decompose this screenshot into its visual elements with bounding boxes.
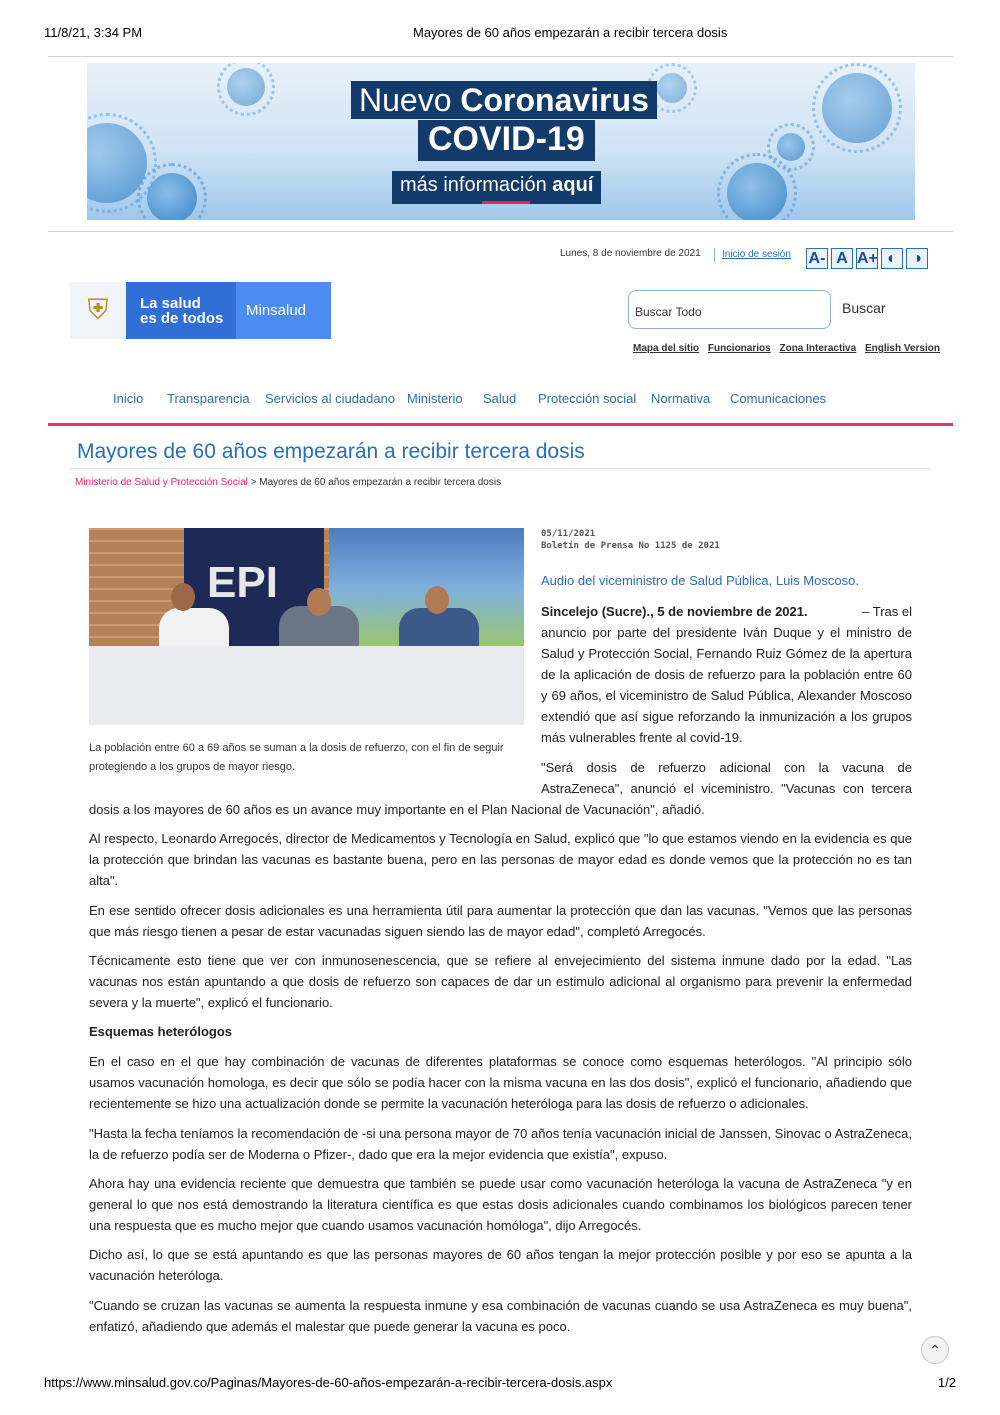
print-header: [44, 25, 956, 43]
virus-illustration: [822, 73, 892, 143]
banner-word-bold: Coronavirus: [460, 82, 649, 118]
article-paragraph: Dicho así, lo que se está apuntando es que las personas mayores de 60 años tengan la mejor protección posible y por eso se apunta a la vacunación heteróloga.: [89, 1247, 912, 1283]
font-increase-button[interactable]: A+: [857, 250, 878, 267]
article-photo: [89, 528, 524, 725]
sitemap-link[interactable]: Mapa del sitio: [633, 343, 700, 354]
quote-paragraph: [541, 757, 912, 799]
article-paragraph: Al respecto, Leonardo Arregocés, director de Medicamentos y Tecnología en Salud, explicó que "lo que estamos viendo en la evidencia es que la protección que brindan las vacunas es bastante buena, pero en las personas de mayor edad es donde vemos que la protección no es tan alta".: [89, 831, 912, 888]
interactive-zone-link[interactable]: Zona Interactiva: [779, 343, 857, 354]
person-head: [425, 586, 449, 614]
article-date: 05/11/2021: [541, 529, 596, 539]
divider: [48, 231, 953, 232]
virus-illustration: [727, 163, 787, 220]
font-decrease-button[interactable]: A-: [806, 248, 828, 269]
staff-link[interactable]: Funcionarios: [707, 343, 771, 354]
article-paragraph: Técnicamente esto tiene que ver con inmunosenescencia, que se refiere al envejecimiento del sistema inmune dado por la edad. "Las vacunas nos están apuntando a que dosis de refuerzo son capaces de dar un estimulo adicional al organismo para prevenir la enfermedad severa y la muerte", explicó el funcionario.: [89, 953, 912, 1010]
person-head: [171, 583, 195, 611]
photo-table: [89, 646, 524, 725]
utility-links: [633, 343, 946, 354]
banner-underline: [482, 201, 530, 204]
banner-here-text: aquí: [552, 174, 594, 196]
print-datetime: 11/8/21, 3:34 PM: [44, 25, 143, 40]
lead-line: y 69 años, el viceministro de Salud Pública, Alexander Moscoso: [541, 688, 912, 703]
coat-of-arms-icon: ⛨: [70, 282, 126, 339]
lead-line: de la aplicación de dosis de refuerzo para la población entre 60: [541, 667, 912, 682]
print-page-number: 1/2: [937, 1375, 956, 1390]
article-paragraph: "Hasta la fecha teníamos la recomendación de -si una persona mayor de 70 años tenía vacunación inicial de Janssen, Sinovac o AstraZeneca, la de refuerzo podía ser de Moderna o Pfizer-, dado que era la mejor evidencia que existía", expuso.: [89, 1126, 912, 1162]
breadcrumb: [75, 477, 501, 488]
english-version-link[interactable]: English Version: [864, 343, 940, 354]
banner-covid-label: COVID-19: [418, 120, 595, 161]
breadcrumb-home-link[interactable]: Ministerio de Salud y Protección Social: [75, 477, 248, 488]
audio-link[interactable]: Audio del viceministro de Salud Pública, Luis Moscoso.: [541, 573, 859, 588]
contrast-dark-icon[interactable]: ◐: [881, 248, 903, 269]
scroll-to-top-button[interactable]: [921, 1336, 949, 1364]
lead-first-line: [541, 601, 912, 622]
article-paragraph: Ahora hay una evidencia reciente que demuestra que también se puede usar como vacunación heteróloga la vacuna de AstraZeneca "y en general lo que nos está demostrando la literatura científica es que estas dosis adicionales cuando combinamos los biológicos parecen tener una respuesta que es mucho mejor que cuando usamos vacunación homóloga", dijo Arregocés.: [89, 1176, 912, 1233]
banner-more-text: más información: [400, 174, 547, 196]
nav-item-normativa[interactable]: Normativa: [651, 391, 711, 406]
nav-item-transparencia[interactable]: Transparencia: [167, 391, 250, 406]
article-paragraph: En el caso en el que hay combinación de vacunas de diferentes plataformas se conoce como esquemas heterólogos. "Al principio sólo usamos vacunación homologa, es decir que sólo se podía hacer con la misma vacuna en las dos dosis", explicó el funcionario, añadiendo que recientemente se hizo una actualización donde se permite la vacunación heteróloga para las dosis de refuerzo o adicionales.: [89, 1054, 912, 1111]
breadcrumb-current: Mayores de 60 años empezarán a recibir tercera dosis: [259, 477, 502, 488]
breadcrumb-separator: >: [250, 477, 257, 488]
lead-line: anuncio por parte del presidente Iván Duque y el ministro de: [541, 625, 912, 640]
lead-line: Salud y Protección Social, Fernando Ruiz Gómez de la apertura: [541, 646, 912, 661]
search-input[interactable]: Buscar Todo: [628, 290, 831, 329]
page-title: Mayores de 60 años empezarán a recibir tercera dosis: [77, 440, 585, 463]
lead-line: extendió que así sigue reforzando la inmunización a los grupos: [541, 709, 912, 724]
banner-word: Nuevo: [359, 82, 452, 118]
virus-illustration: [777, 133, 805, 161]
current-date: Lunes, 8 de noviembre de 2021: [560, 248, 701, 259]
virus-illustration: [147, 173, 197, 220]
lead-paragraph: [541, 601, 912, 748]
banner-more-info[interactable]: [392, 171, 601, 204]
nav-item-comunicaciones[interactable]: Comunicaciones: [730, 391, 827, 406]
title-divider: [69, 468, 931, 469]
nav-item-ministerio[interactable]: Ministerio: [407, 391, 463, 406]
article-meta: [541, 528, 720, 552]
nav-underline: [48, 423, 953, 426]
nav-item-inicio[interactable]: Inicio: [113, 391, 144, 406]
lead-dateline: Sincelejo (Sucre)., 5 de noviembre de 2021.: [541, 604, 808, 619]
banner-heading: [351, 81, 657, 119]
chevron-up-icon: ⌃: [929, 1342, 941, 1358]
search-button[interactable]: Buscar: [842, 300, 886, 316]
photo-caption: La población entre 60 a 69 años se suman a la dosis de refuerzo, con el fin de seguir protegiendo a los grupos de mayor riesgo.: [89, 742, 504, 773]
lead-start: – Tras el: [862, 604, 912, 619]
logo-brand: Minsalud: [236, 282, 331, 339]
virus-illustration: [227, 68, 265, 106]
divider: [48, 56, 953, 57]
print-title: Mayores de 60 años empezarán a recibir tercera dosis: [413, 25, 728, 40]
nav-item-proteccion[interactable]: Protección social: [538, 391, 637, 406]
slogan-line: es de todos: [140, 310, 224, 327]
article-paragraph: "Cuando se cruzan las vacunas se aumenta la respuesta inmune y esa combinación de vacunas cuando se usa AstraZeneca es muy buena", enfatizó, añadiendo que además el malestar que puede generar la vacuna es poco.: [89, 1298, 912, 1334]
font-reset-button[interactable]: A: [831, 248, 853, 269]
top-bar: [560, 248, 791, 260]
quote-line: "Será dosis de refuerzo adicional con la vacuna de: [541, 760, 912, 775]
article-paragraph: En ese sentido ofrecer dosis adicionales es una herramienta útil para aumentar la protección que dan las vacunas. "Vemos que las personas que más riesgo tienen a pesar de estar vacunadas siguen siendo las de mayor edad", completó Arregocés.: [89, 903, 912, 939]
person-head: [307, 588, 331, 616]
article-bulletin: Boletín de Prensa No 1125 de 2021: [541, 541, 720, 551]
lead-line: más vulnerables frente al covid-19.: [541, 730, 743, 745]
nav-item-servicios[interactable]: Servicios al ciudadano: [265, 391, 396, 406]
photo-sign-text: EPI: [207, 558, 278, 607]
virus-illustration: [657, 73, 687, 103]
covid-banner[interactable]: [87, 63, 915, 220]
quote-paragraph-end: dosis a los mayores de 60 años es un avance muy importante en el Plan Nacional de Vacunación", añadió.: [89, 802, 705, 817]
separator: [714, 248, 715, 262]
accessibility-controls: [806, 248, 928, 269]
nav-item-salud[interactable]: Salud: [483, 391, 517, 406]
logo-slogan: [126, 282, 236, 339]
contrast-light-icon[interactable]: ◑: [906, 248, 928, 269]
subheading: Esquemas heterólogos: [89, 1024, 233, 1039]
slogan-line: La salud: [140, 295, 201, 312]
quote-line: AstraZeneca", anunció el viceministro. "Vacunas con tercera: [541, 781, 912, 796]
login-link[interactable]: Inicio de sesión: [722, 249, 791, 260]
site-logo[interactable]: [70, 282, 331, 339]
print-url: https://www.minsalud.gov.co/Paginas/Mayores-de-60-años-empezarán-a-recibir-tercera-dosis.aspx: [44, 1375, 613, 1390]
